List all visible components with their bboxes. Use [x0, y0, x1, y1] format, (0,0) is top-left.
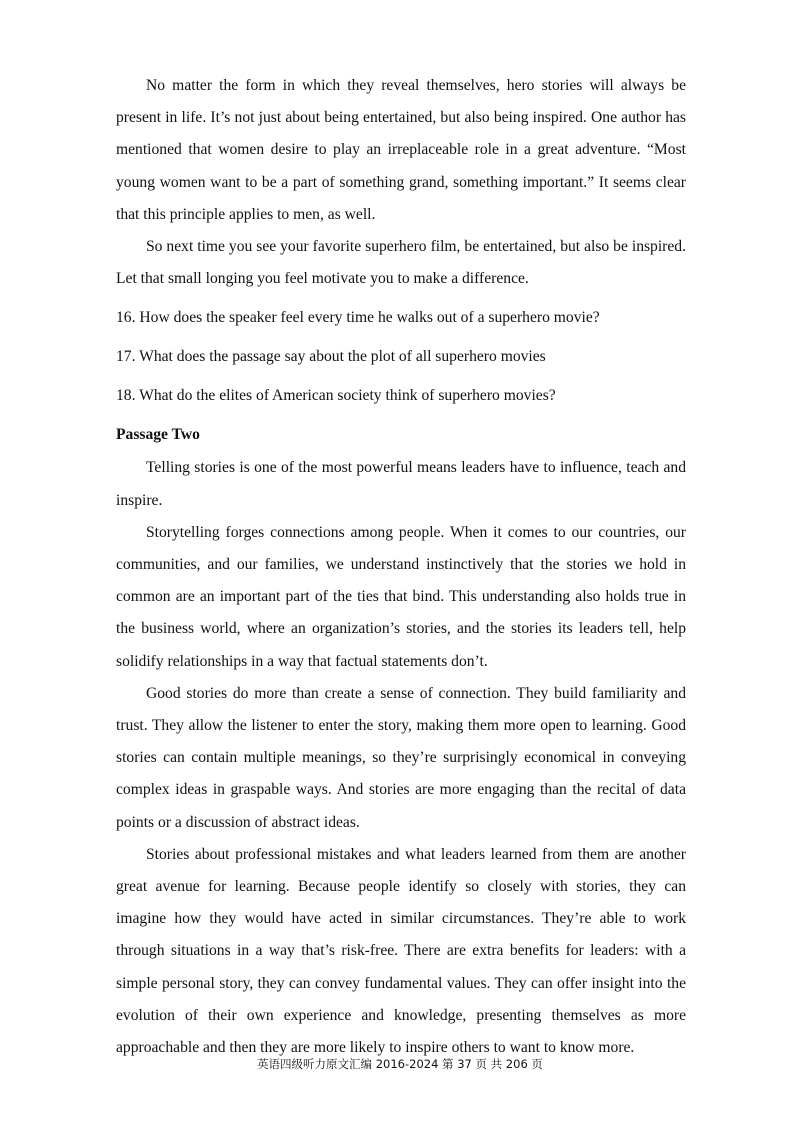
question-16: 16. How does the speaker feel every time he walks out of a superhero movie? — [116, 309, 600, 327]
paragraph: Telling stories is one of the most powerful means leaders have to influence, teach and inspire. — [116, 459, 686, 509]
paragraph: No matter the form in which they reveal themselves, hero stories will always be present in life. It’s not just about being entertained, but also being inspired. One author has mentioned that women desire to play an irreplaceable role in a great adventure. “Most young women want to be a part of something grand, something important.” It seems clear that this principle applies to men, as well. — [116, 77, 686, 223]
question-17: 17. What does the passage say about the plot of all superhero movies — [116, 348, 546, 366]
question-18: 18. What do the elites of American society think of superhero movies? — [116, 387, 556, 405]
page-footer: 英语四级听力原文汇编 2016-2024 第 37 页 共 206 页 — [257, 1057, 543, 1071]
paragraph: Good stories do more than create a sense of connection. They build familiarity and trust. They allow the listener to enter the story, making them more open to learning. Good stories can contain multiple meanings, so they’re surprisingly economical in conveying complex ideas in graspable ways. And stories are more engaging than the recital of data points or a discussion of abstract ideas. — [116, 684, 686, 831]
document-body — [116, 70, 686, 1064]
paragraph: So next time you see your favorite superhero film, be entertained, but also be inspired. Let that small longing you feel motivate you to make a difference. — [116, 238, 686, 288]
paragraph: Storytelling forges connections among people. When it comes to our countries, our communities, and our families, we understand instinctively that the stories we hold in common are an important part of the ties that bind. This understanding also holds true in the business world, where an organization’s stories, and the stories its leaders tell, help solidify relationships in a way that factual statements don’t. — [116, 523, 686, 670]
section-heading: Passage Two — [116, 426, 200, 444]
paragraph: Stories about professional mistakes and what leaders learned from them are another great avenue for learning. Because people identify so closely with stories, they can imagine how they would have acted in similar circumstances. They’re able to work through situations in a way that’s risk-free. There are extra benefits for leaders: with a simple personal story, they can convey fundamental values. They can offer insight into the evolution of their own experience and knowledge, presenting themselves as more approachable and then they are more likely to inspire others to want to know more. — [116, 845, 686, 1057]
